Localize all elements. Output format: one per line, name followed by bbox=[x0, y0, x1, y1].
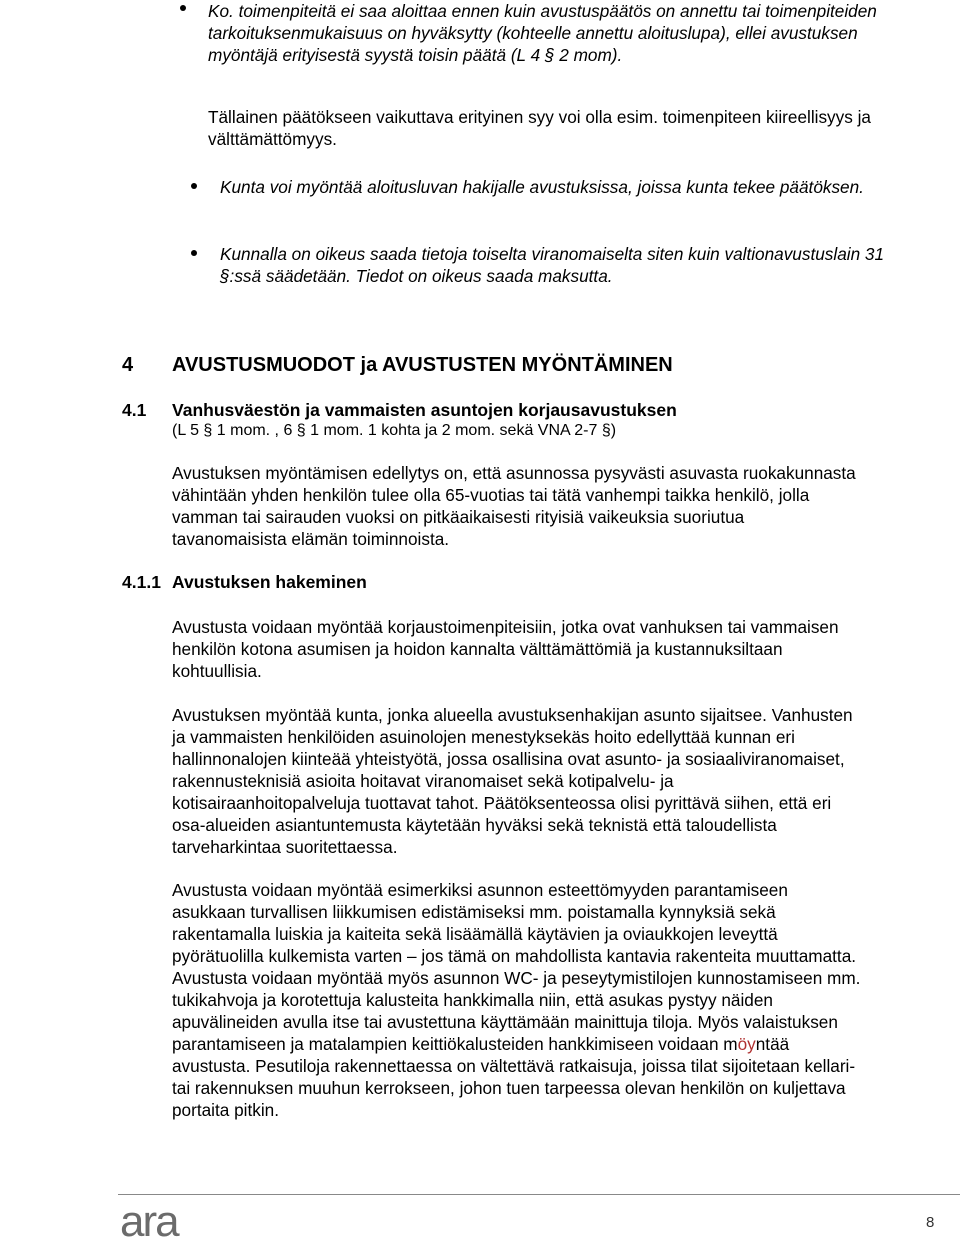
footer-divider bbox=[118, 1194, 960, 1195]
paragraph-4-1: Avustuksen myöntämisen edellytys on, että asunnossa pysyvästi asuvasta ruokakunnasta vähintään yhden henkilön tulee olla 65-vuotias tai tätä vanhempi taikka henkilö, jolla vamman tai sairauden vuoksi on pitkäaikaisesti rityisiä vaikeuksia suoriutua tavanomaisista elämän toiminnoista. bbox=[172, 463, 856, 549]
bullet-text-1: Ko. toimenpiteitä ei saa aloittaa ennen kuin avustuspäätös on annettu tai toimenpiteiden tarkoituksenmukaisuus on hyväksytty (kohteelle annettu aloituslupa), ellei avustuksen myöntäjä erityisestä syystä toisin päätä (L 4 § 2 mom). bbox=[208, 1, 877, 65]
bullet-text-3: Kunnalla on oikeus saada tietoja toiselta viranomaiselta siten kuin valtionavustuslain 31 §:ssä säädetään. Tiedot on oikeus saada maksutta. bbox=[220, 244, 885, 286]
page-number: 8 bbox=[926, 1214, 935, 1231]
paragraph-4-1-1-b: Avustuksen myöntää kunta, jonka alueella avustuksenhakijan asunto sijaitsee. Vanhusten ja vammaisten henkilöiden asuinolojen menestyksekäs hoito edellyttää kunnan eri hallinnonalojen kiinteää yhteistyötä, jossa osallisina ovat asunto- ja sosiaaliviranomaiset, rakennusteknisiä asioita hoitavat viranomaiset sekä kotipalvelu- ja kotisairaanhoitopalveluja tuottavat tahot. Päätöksenteossa olisi pyrittävä siihen, että eri osa-alueiden asiantuntemusta käytetään hyväksi sekä teknistä että taloudellista tarveharkintaa suoritettaessa. bbox=[172, 705, 853, 857]
highlighted-text: öy bbox=[737, 1034, 756, 1054]
section-title: Vanhusväestön ja vammaisten asuntojen korjausavustuksen bbox=[172, 400, 677, 420]
section-heading-4 bbox=[122, 353, 673, 377]
section-title: Avustuksen hakeminen bbox=[172, 572, 367, 592]
section-number: 4.1.1 bbox=[122, 572, 161, 592]
section-number: 4 bbox=[122, 354, 134, 376]
section-title: AVUSTUSMUODOT ja AVUSTUSTEN MYÖNTÄMINEN bbox=[172, 354, 673, 376]
bullet-text-2: Kunta voi myöntää aloitusluvan hakijalle avustuksissa, joissa kunta tekee päätöksen. bbox=[220, 177, 864, 197]
paragraph-text-part: Avustusta voidaan myöntää esimerkiksi asunnon esteettömyyden parantamiseen asukkaan turvallisen liikkumisen edistämiseksi mm. poistamalla kynnyksiä sekä rakentamalla luiskia ja kaiteita sekä lisäämällä käytävien ja oviaukkojen leveyttä pyörätuolilla kulkemista varten – jos tämä on mahdollista kantavia rakenteita muuttamatta. Avustusta voidaan myöntää myös asunnon WC- ja peseytymistilojen kunnostamiseen mm. tukikahvoja ja korotettuja kalusteita hankkimalla niin, että asukas pystyy näiden apuvälineiden avulla itse tai avustettuna käyttämään mainittuja tiloja. Myös valaistuksen parantamiseen ja matalampien keittiökalusteiden hankkimiseen voidaan m bbox=[172, 880, 861, 1054]
bullet-dot-2 bbox=[191, 183, 197, 189]
logo-text: ara bbox=[120, 1198, 178, 1242]
section-heading-4-1-1 bbox=[122, 571, 367, 593]
ara-logo bbox=[120, 1198, 200, 1242]
paragraph-4-1-1-a: Avustusta voidaan myöntää korjaustoimenpiteisiin, jotka ovat vanhuksen tai vammaisen henkilön kotona asumisen ja hoidon kannalta välttämättömiä ja kustannuksiltaan kohtuullisia. bbox=[172, 617, 839, 681]
legal-reference: (L 5 § 1 mom. , 6 § 1 mom. 1 kohta ja 2 mom. sekä VNA 2-7 §) bbox=[172, 422, 617, 439]
bullet-dot-1 bbox=[180, 5, 186, 11]
paragraph-4-1-1-c bbox=[172, 879, 862, 1121]
paragraph-text-part: ntää avustusta. Pesutiloja rakennettaessa on vältettävä ratkaisuja, joissa tilat sijoitetaan kellari- tai rakennuksen muuhun kerrokseen, johon tuen tarpeessa olevan henkilön on kuljettava portaita pitkin. bbox=[172, 1034, 856, 1120]
bullet-subtext-1: Tällainen päätökseen vaikuttava erityinen syy voi olla esim. toimenpiteen kiireellisyys ja välttämättömyys. bbox=[208, 107, 871, 149]
bullet-dot-3 bbox=[191, 250, 197, 256]
section-number: 4.1 bbox=[122, 400, 147, 420]
section-heading-4-1 bbox=[122, 399, 677, 421]
